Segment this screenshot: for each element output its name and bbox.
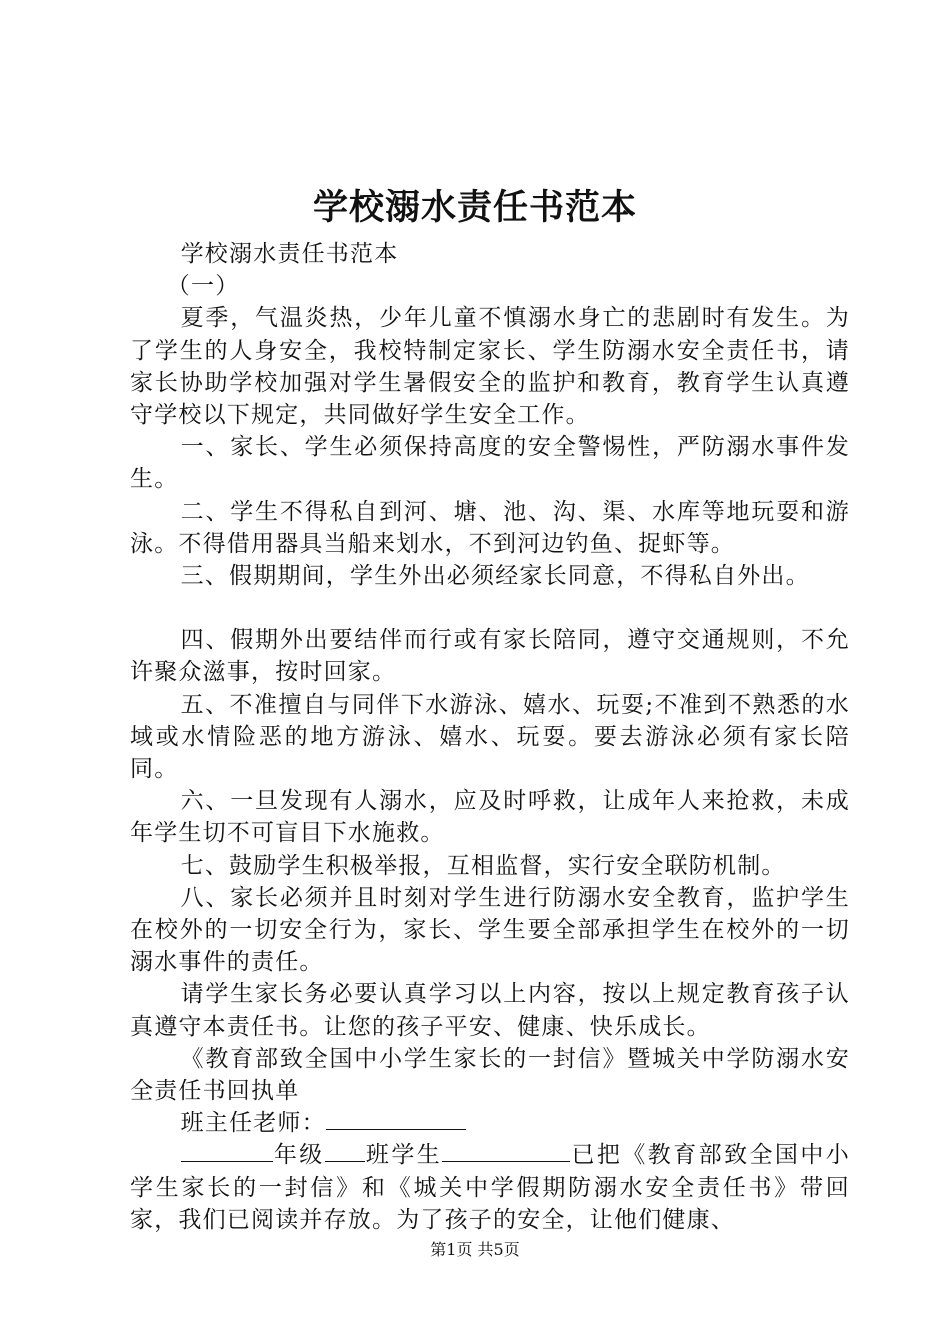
document-title: 学校溺水责任书范本 xyxy=(312,187,637,228)
rule-5: 五、不准擅自与同伴下水游泳、嬉水、玩耍;不准到不熟悉的水域或水情险恶的地方游泳、嬉水、玩耍。要去游泳必须有家长陪同。 xyxy=(130,691,850,783)
blank-line xyxy=(130,592,850,624)
teacher-label: 班主任老师： xyxy=(180,1110,326,1137)
rule-6: 六、一旦发现有人溺水，应及时呼救，让成年人来抢救，未成年学生切不可盲目下水施救。 xyxy=(130,788,850,847)
rule-1: 一、家长、学生必须保持高度的安全警惕性，严防溺水事件发生。 xyxy=(130,434,850,493)
rule-4: 四、假期外出要结伴而行或有家长陪同，遵守交通规则，不允许聚众滋事，按时回家。 xyxy=(130,627,850,686)
rule-2: 二、学生不得私自到河、塘、池、沟、渠、水库等地玩耍和游泳。不得借用器具当船来划水，不到河边钓鱼、捉虾等。 xyxy=(130,498,850,557)
section-marker: （一） xyxy=(166,273,240,300)
class-label: 班学生 xyxy=(364,1142,443,1169)
page-footer: 第1页 共5页 xyxy=(430,1240,520,1259)
paragraph-intro: 夏季，气温炎热，少年儿童不慎溺水身亡的悲剧时有发生。为了学生的人身安全，我校特制定家长、学生防溺水安全责任书，请家长协助学校加强对学生暑假安全的监护和教育，教育学生认真遵守学校以下规定，共同做好学生安全工作。 xyxy=(130,305,850,429)
grade-blank[interactable] xyxy=(181,1141,273,1162)
grade-label: 年级 xyxy=(272,1142,325,1169)
rule-7: 七、鼓励学生积极举报，互相监督，实行安全联防机制。 xyxy=(180,852,786,879)
receipt-heading: 《教育部致全国中小学生家长的一封信》暨城关中学防溺水安全责任书回执单 xyxy=(130,1045,850,1105)
teacher-line xyxy=(130,1107,850,1139)
rule-3: 三、假期期间，学生外出必须经家长同意，不得私自外出。 xyxy=(180,563,810,590)
student-name-blank[interactable] xyxy=(442,1141,570,1162)
receipt-paragraph xyxy=(130,1139,850,1236)
subtitle: 学校溺水责任书范本 xyxy=(180,241,399,267)
rule-8: 八、家长必须并且时刻对学生进行防溺水安全教育，监护学生在校外的一切安全行为，家长、学生要全部承担学生在校外的一切溺水事件的责任。 xyxy=(130,884,850,976)
class-blank[interactable] xyxy=(325,1141,365,1162)
receipt-text: 已把《教育部致全国中小学生家长的一封信》和《城关中学假期防溺水安全责任书》带回家，我们已阅读并存放。为了孩子的安全，让他们健康、 xyxy=(130,1142,850,1233)
document-body xyxy=(130,238,850,1236)
teacher-name-blank[interactable] xyxy=(326,1109,466,1130)
parent-request: 请学生家长务必要认真学习以上内容，按以上规定教育孩子认真遵守本责任书。让您的孩子平安、健康、快乐成长。 xyxy=(130,981,850,1040)
